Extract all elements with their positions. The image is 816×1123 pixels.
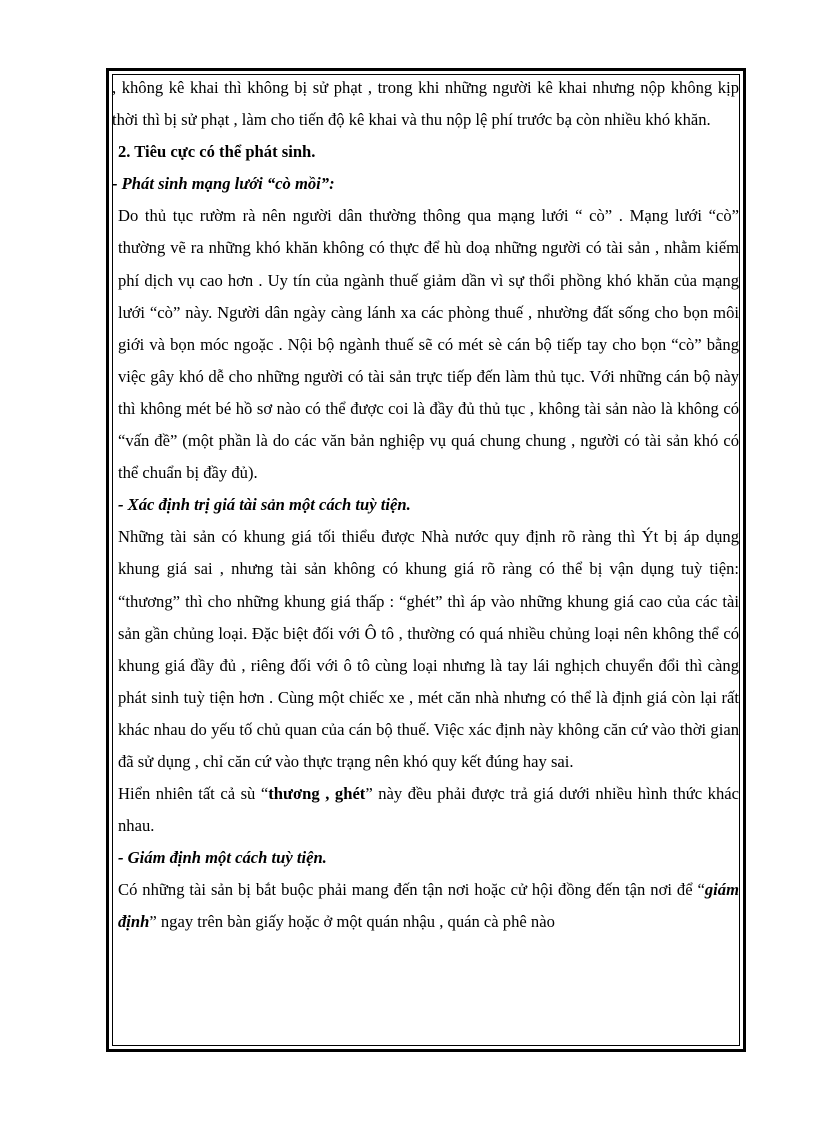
paragraph-continuation: , không kê khai thì không bị sử phạt , trong khi những người kê khai nhưng nộp không kịp thời thì bị sử phạt , làm cho tiến độ kê khai và thu nộp lệ phí trước bạ còn nhiều khó khăn.: [112, 78, 739, 130]
section-heading: 2. Tiêu cực có thể phát sinh.: [118, 142, 316, 162]
subheading-giam-dinh: - Giám định một cách tuỳ tiện.: [118, 848, 327, 868]
document-body: [112, 72, 739, 939]
subheading-co-moi: - Phát sinh mạng lưới “cò mồi”:: [112, 174, 335, 194]
paragraph-co-moi: Do thủ tục rườm rà nên người dân thường thông qua mạng lưới “ cò” . Mạng lưới “cò” thường vẽ ra những khó khăn không có thực để hù doạ những người có tài sản , nhằm kiếm phí dịch vụ cao hơn . Uy tín của ngành thuế giảm dần vì sự thổi phồng khó khăn của mạng lưới “cò” này. Người dân ngày càng lánh xa các phòng thuế , nhường đất sống cho bọn môi giới và bọn móc ngoặc . Nội bộ ngành thuế sẽ có mét sè cán bộ tiếp tay cho bọn “cò” bằng việc gây khó dễ cho những người có tài sản trực tiếp đến làm thủ tục. Với những cán bộ này thì không mét bé hồ sơ nào có thể được coi là đầy đủ thủ tục , không tài sản nào là không có “vấn đề” (một phần là do các văn bản nghiệp vụ quá chung chung , người có tài sản khó có thể chuẩn bị đầy đủ).: [118, 206, 739, 483]
subheading-tri-gia: - Xác định trị giá tài sản một cách tuỳ tiện.: [118, 495, 411, 515]
paragraph-giam-dinh: Có những tài sản bị bắt buộc phải mang đến tận nơi hoặc cử hội đồng đến tận nơi để “giám định” ngay trên bàn giấy hoặc ở một quán nhậu , quán cà phê nào: [118, 880, 739, 932]
paragraph-thuong-ghet: Hiển nhiên tất cả sù “thương , ghét” này đều phải được trả giá dưới nhiều hình thức khác nhau.: [118, 784, 739, 836]
paragraph-tri-gia: Những tài sản có khung giá tối thiểu được Nhà nước quy định rõ ràng thì Ýt bị áp dụng khung giá sai , nhưng tài sản không có khung giá rõ ràng có thể bị vận dụng tuỳ tiện: “thương” thì cho những khung giá thấp : “ghét” thì áp vào những khung giá cao của các tài sản gần chủng loại. Đặc biệt đối với Ô tô , thường có quá nhiều chủng loại nên không thể có khung giá đầy đủ , riêng đối với ô tô cùng loại nhưng là tay lái nghịch chuyển đổi thì càng phát sinh tuỳ tiện hơn . Cùng một chiếc xe , mét căn nhà nhưng có thể là định giá còn lại rất khác nhau do yếu tố chủ quan của cán bộ thuế. Việc xác định này không căn cứ vào thời gian đã sử dụng , chỉ căn cứ vào thực trạng nên khó quy kết đúng hay sai.: [118, 527, 739, 771]
